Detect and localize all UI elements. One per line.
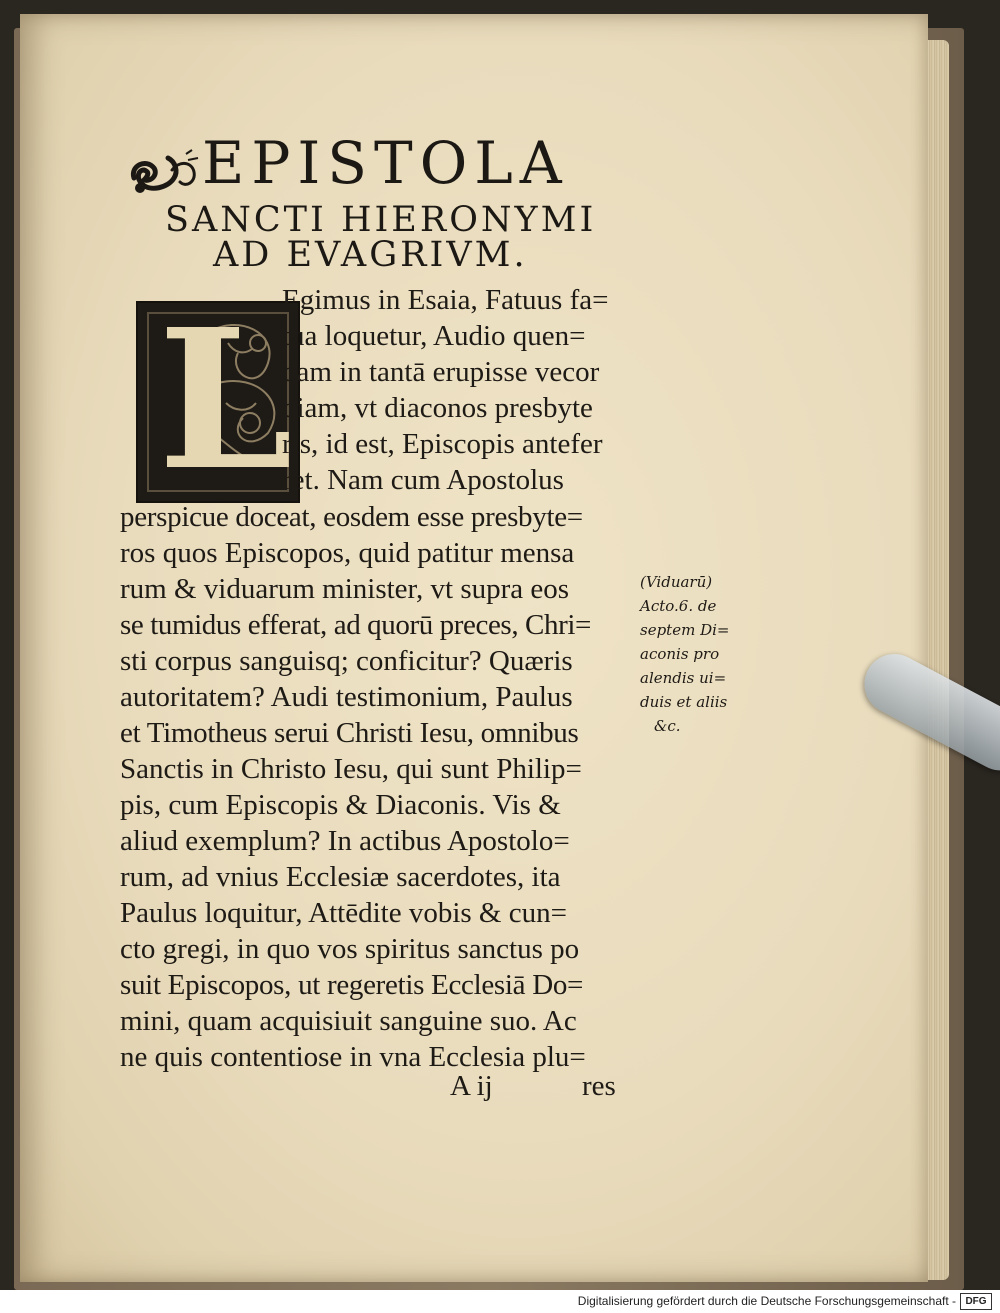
text-line: mini, quam acquisiuit sanguine suo. Ac — [120, 1005, 577, 1037]
fleuron-ornament-icon — [128, 148, 202, 198]
text-line: dam in tantā erupisse vecor — [282, 356, 600, 388]
signature-mark: A ij — [450, 1070, 493, 1102]
text-line: autoritatem? Audi testimonium, Paulus — [120, 681, 573, 713]
margin-note-line: (Viduarū) — [640, 573, 713, 591]
title-line-2: SANCTI HIERONYMI — [165, 200, 597, 240]
margin-note-line: aconis pro — [640, 645, 720, 663]
text-line: rum, ad vnius Ecclesiæ sacerdotes, ita — [120, 861, 561, 893]
text-line: sti corpus sanguisq; conficitur? Quæris — [120, 645, 573, 677]
footer-credit: Digitalisierung gefördert durch die Deutsche Forschungsgemeinschaft - — [577, 1294, 956, 1308]
text-line: ne quis contentiose in vna Ecclesia plu= — [120, 1041, 586, 1073]
footer-bar — [0, 1290, 1000, 1313]
text-line: rum & viduarum minister, vt supra eos — [120, 573, 570, 605]
text-line: ris, id est, Episcopis antefer — [282, 428, 603, 460]
text-line: et Timotheus serui Christi Iesu, omnibus — [120, 717, 579, 749]
title-line-3: AD EVAGRIVM. — [213, 235, 528, 275]
text-line: Egimus in Esaia, Fatuus fa= — [282, 284, 609, 316]
text-line: diam, vt diaconos presbyte — [282, 392, 593, 424]
title-line-1: EPISTOLA — [202, 129, 569, 197]
text-line: se tumidus efferat, ad quorū preces, Chri= — [120, 609, 591, 641]
dfg-logo-icon: DFG — [960, 1293, 992, 1310]
text-line: pis, cum Episcopis & Diaconis. Vis & — [120, 789, 561, 821]
text-line: Paulus loquitur, Attēdite vobis & cun= — [120, 897, 567, 929]
book-page — [20, 14, 928, 1282]
text-line: ret. Nam cum Apostolus — [282, 464, 564, 496]
decorated-initial — [136, 301, 300, 503]
text-line: cto gregi, in quo vos spiritus sanctus po — [120, 933, 580, 965]
margin-note-line: Acto.6. de — [640, 597, 717, 615]
margin-note-line: duis et aliis — [640, 693, 728, 711]
text-line: ros quos Episcopos, quid patitur mensa — [120, 537, 575, 569]
margin-note-line: &c. — [654, 717, 681, 735]
catchword: res — [582, 1070, 616, 1102]
text-line: perspicue doceat, eosdem esse presbyte= — [120, 501, 583, 533]
text-line: suit Episcopos, ut regeretis Ecclesiā Do= — [120, 969, 584, 1001]
initial-letter: L — [158, 301, 293, 503]
text-line: Sanctis in Christo Iesu, qui sunt Philip= — [120, 753, 582, 785]
page-edges — [925, 40, 949, 1280]
text-line: tua loquetur, Audio quen= — [282, 320, 586, 352]
margin-note-line: alendis ui= — [640, 669, 727, 687]
margin-note-line: septem Di= — [640, 621, 730, 639]
text-line: aliud exemplum? In actibus Apostolo= — [120, 825, 570, 857]
